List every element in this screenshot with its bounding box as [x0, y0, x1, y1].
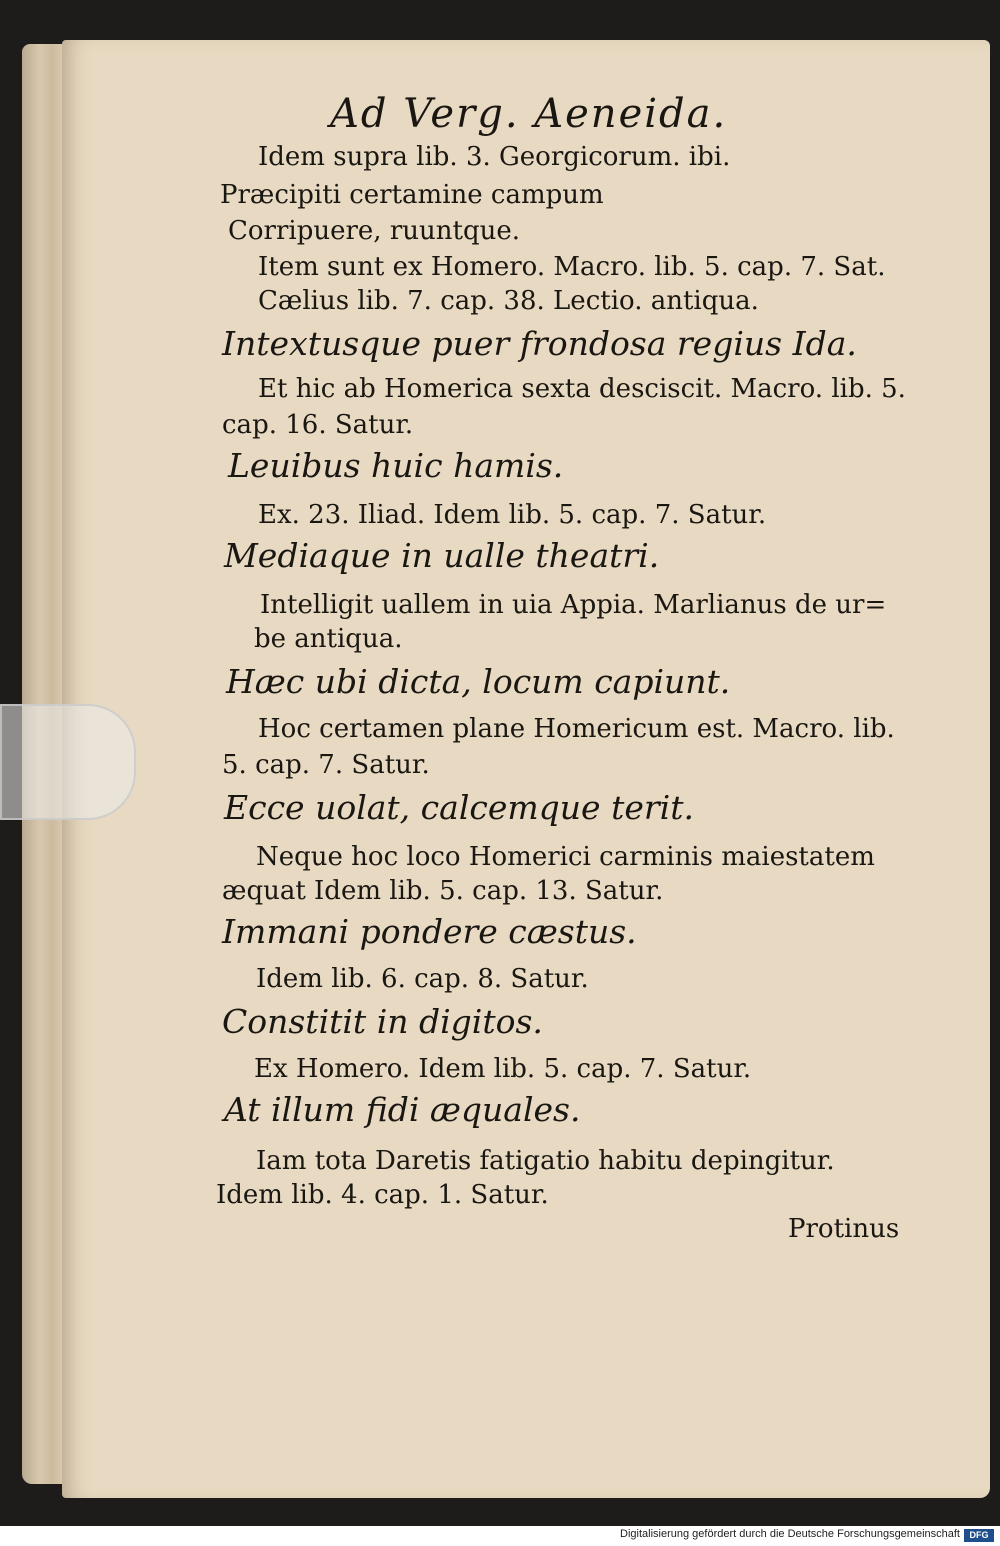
text-line: cap. 16. Satur. — [222, 410, 414, 440]
text-line: 5. cap. 7. Satur. — [222, 750, 430, 780]
text-line: Neque hoc loco Homerici carminis maiestatem — [256, 842, 875, 872]
text-line: Corripuere, ruuntque. — [228, 216, 520, 246]
lemma-line: At illum fidi æquales. — [224, 1090, 581, 1129]
text-line: be antiqua. — [254, 624, 403, 654]
lemma-line: Mediaque in ualle theatri. — [224, 536, 660, 575]
text-line: æquat Idem lib. 5. cap. 13. Satur. — [222, 876, 664, 906]
lemma-line: Ecce uolat, calcemque terit. — [224, 788, 694, 827]
text-line: Ex Homero. Idem lib. 5. cap. 7. Satur. — [254, 1054, 752, 1084]
text-line: Intelligit uallem in uia Appia. Marlianus de ur= — [260, 590, 887, 620]
text-line: Item sunt ex Homero. Macro. lib. 5. cap. 7. Sat. — [258, 252, 886, 282]
text-line: Hoc certamen plane Homericum est. Macro. lib. — [258, 714, 895, 744]
text-line: Ex. 23. Iliad. Idem lib. 5. cap. 7. Satur. — [258, 500, 767, 530]
digitization-footer — [0, 1526, 1000, 1546]
footer-credit: Digitalisierung gefördert durch die Deutsche Forschungsgemeinschaft — [620, 1528, 960, 1540]
catchword: Protinus — [788, 1214, 900, 1244]
text-line: Idem supra lib. 3. Georgicorum. ibi. — [258, 142, 731, 172]
lemma-line: Hæc ubi dicta, locum capiunt. — [226, 662, 731, 701]
lemma-line: Intextusque puer frondosa regius Ida. — [222, 324, 857, 363]
text-line: Idem lib. 6. cap. 8. Satur. — [256, 964, 589, 994]
lemma-line: Constitit in digitos. — [222, 1002, 543, 1041]
text-line: Idem lib. 4. cap. 1. Satur. — [216, 1180, 549, 1210]
text-line: Cælius lib. 7. cap. 38. Lectio. antiqua. — [258, 286, 759, 316]
running-header: Ad Verg. Aeneida. — [330, 91, 728, 137]
text-line: Præcipiti certamine campum — [220, 180, 604, 210]
lemma-line: Immani pondere cæstus. — [222, 912, 637, 951]
lemma-line: Leuibus huic hamis. — [228, 446, 564, 485]
text-line: Et hic ab Homerica sexta desciscit. Macro. lib. 5. — [258, 374, 906, 404]
dfg-logo: DFG — [964, 1529, 994, 1542]
text-line: Iam tota Daretis fatigatio habitu depingitur. — [256, 1146, 835, 1176]
